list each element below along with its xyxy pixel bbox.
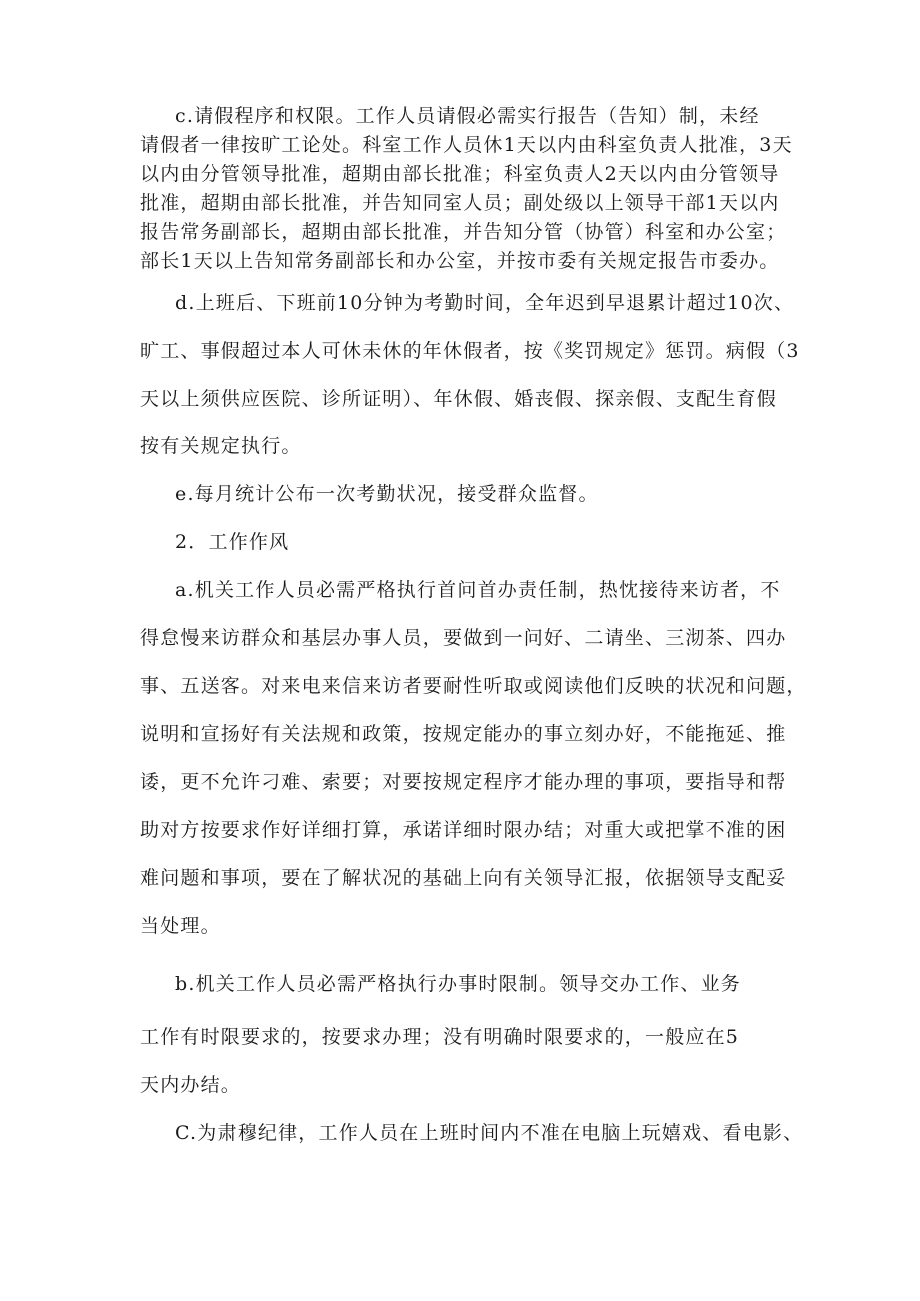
- paragraph-a-style-line-2: 得怠慢来访群众和基层办事人员，要做到一问好、二请坐、三沏茶、四办: [140, 627, 787, 649]
- paragraph-d-attendance-line-1: d.上班后、下班前10分钟为考勤时间，全年迟到早退累计超过10次、: [175, 292, 795, 314]
- paragraph-b-deadline-line-1: b.机关工作人员必需严格执行办事时限制。领导交办工作、业务: [175, 973, 742, 995]
- paragraph-b-deadline-line-2: 工作有时限要求的，按要求办理；没有明确时限要求的，一般应在5: [140, 1026, 740, 1048]
- paragraph-c-leave-line-4: 批准，超期由部长批准，并告知同室人员；副处级以上领导干部1天以内: [140, 192, 780, 214]
- paragraph-c-leave-line-1: c.请假程序和权限。工作人员请假必需实行报告（告知）制，未经: [175, 105, 760, 127]
- paragraph-a-style-line-4: 说明和宣扬好有关法规和政策，按规定能办的事立刻办好，不能拖延、推: [140, 723, 787, 745]
- paragraph-d-attendance-line-4: 按有关规定执行。: [140, 435, 302, 457]
- paragraph-c-leave-line-3: 以内由分管领导批准，超期由部长批准；科室负责人2天以内由分管领导: [140, 163, 780, 185]
- paragraph-d-attendance-line-2: 旷工、事假超过本人可休未休的年休假者，按《奖罚规定》惩罚。病假（3: [140, 340, 800, 362]
- paragraph-c-leave-line-6: 部长1天以上告知常务副部长和办公室，并按市委有关规定报告市委办。: [140, 250, 780, 272]
- paragraph-a-style-line-1: a.机关工作人员必需严格执行首问首办责任制，热忱接待来访者，不: [175, 579, 781, 601]
- paragraph-b-deadline-line-3: 天内办结。: [140, 1074, 242, 1096]
- paragraph-a-style-line-8: 当处理。: [140, 915, 221, 937]
- paragraph-d-attendance-line-3: 天以上须供应医院、诊所证明）、年休假、婚丧假、探亲假、支配生育假: [140, 388, 777, 410]
- paragraph-c-discipline-line-1: C.为肃穆纪律，工作人员在上班时间内不准在电脑上玩嬉戏、看电影、: [175, 1122, 804, 1144]
- paragraph-e-publish-line-1: e.每月统计公布一次考勤状况，接受群众监督。: [175, 483, 599, 505]
- paragraph-c-leave-line-2: 请假者一律按旷工论处。科室工作人员休1天以内由科室负责人批准，3天: [140, 134, 793, 156]
- section-heading: 2．工作作风: [175, 531, 290, 553]
- paragraph-a-style-line-6: 助对方按要求作好详细打算，承诺详细时限办结；对重大或把掌不准的困: [140, 819, 787, 841]
- paragraph-a-style-line-5: 诿，更不允许刁难、索要；对要按规定程序才能办理的事项，要指导和帮: [140, 771, 787, 793]
- paragraph-a-style-line-3: 事、五送客。对来电来信来访者要耐性听取或阅读他们反映的状况和问题，: [140, 675, 807, 697]
- paragraph-c-leave-line-5: 报告常务副部长，超期由部长批准，并告知分管（协管）科室和办公室；: [140, 221, 787, 243]
- paragraph-a-style-line-7: 难问题和事项，要在了解状况的基础上向有关领导汇报，依据领导支配妥: [140, 867, 787, 889]
